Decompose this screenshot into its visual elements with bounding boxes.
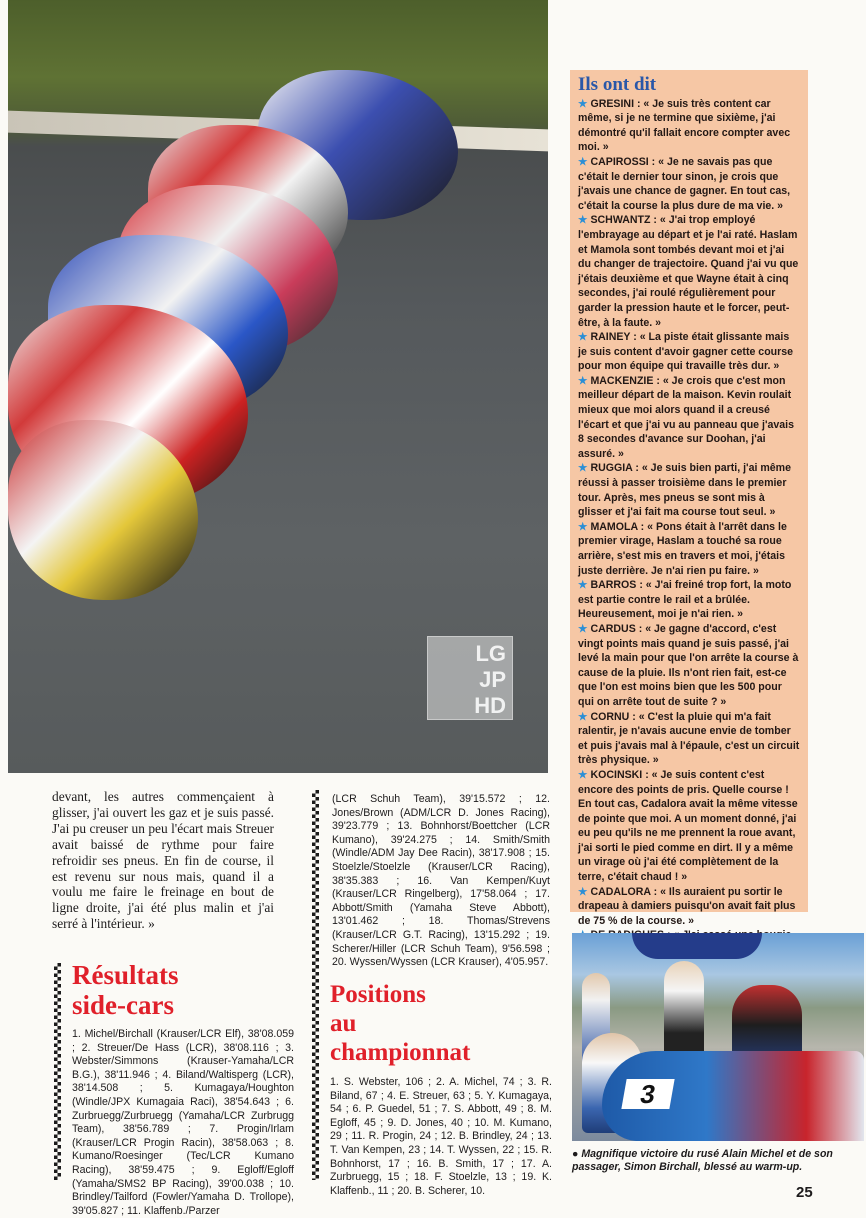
standings-text: 1. S. Webster, 106 ; 2. A. Michel, 74 ; 3. R. Biland, 67 ; 4. E. Streuer, 63 ; 5. Y. Kumagaya, 54 ; 6. P. Guedel, 51 ; 7. S. Abbott, 49 ; 8. M. Egloff, 45 ; 9. D. Jones, 40 ; 10. M. Kumano, 29 ; 11. R. Progin, 24 ; 12. B. Brindley, 24 ; 13. T. Van Kempen, 23 ; 14. T. Wyssen, 22 ; 15. R. Bohnhorst, 17 ; 16. B. Smith, 17 ; 17. A. Zurbruegg, 15 ; 18. F. Stoelzle, 13 ; 19. K. Klaffenb., 11 ; 20. B. Scherer, 10. [330, 1076, 552, 1197]
quote-text: : « Je crois que c'est mon meilleur départ de la maison. Kevin roulait mieux que moi alors quand il a creusé l'écart et que j'ai vu au panneau que j'avais 8 secondes d'avance sur Doohan, j'ai assuré. » [578, 374, 794, 460]
quote-item [578, 520, 800, 578]
results-title-line: Résultats [72, 960, 179, 990]
photo-caption: ● Magnifique victoire du rusé Alain Michel et de son passager, Simon Birchall, blessé au warm-up. [572, 1148, 833, 1173]
watermark-text: JP [479, 667, 506, 692]
quote-item [578, 710, 800, 768]
quote-speaker: RAINEY [590, 331, 631, 344]
article-column-2: (LCR Schuh Team), 39'15.572 ; 12. Jones/Brown (ADM/LCR D. Jones Racing), 39'23.779 ; 13. Bohnhorst/Boettcher (LCR Kumano), 39'24.275 ; 14. Smith/Smith (Windle/ADM Jay Dee Racin), 38'17.908 ; 15. Stoelzle/Stoelzle (Krauser/LCR Racing), 38'35.383 ; 16. Van Kempen/Kuyt (Krauser/LCR Ringelberg), 17'58.064 ; 17. Abbott/Smith (Yamaha Steve Abbott), 13'01.462 ; 18. Thomas/Strevens (Krauser/LCR G.T. Racing), 13'15.292 ; 19. Scherer/Hiller (LCR Schuh Team), 9'56.598 ; 20. Wyssen/Wyssen (LCR Krauser), 4'05.957. [332, 793, 550, 969]
results-title-line: side-cars [72, 990, 174, 1020]
quote-text: : « Ils auraient pu sortir le drapeau à damiers puisqu'on avait fait plus de 75 % de la course. » [578, 885, 796, 927]
sidecar-photo [572, 933, 864, 1141]
star-icon: ★ [578, 710, 591, 723]
quote-item [578, 768, 800, 885]
standings-title-line: championnat [330, 1039, 471, 1066]
quote-item [578, 97, 800, 155]
quote-speaker: BARROS [590, 579, 637, 592]
quote-item [578, 461, 800, 519]
star-icon: ★ [578, 885, 591, 898]
watermark-text: LG [475, 641, 506, 666]
quote-item [578, 374, 800, 462]
umbrella-shape [632, 933, 762, 959]
quotes-box [570, 70, 808, 927]
quote-text: : « J'ai trop employé l'embrayage au départ et je l'ai raté. Haslam et Mamola sont tombés devant moi et j'ai du changer de trajectoire. Quand j'ai vu que j'étais deuxième et que Wayne était à cinq secondes, j'ai roulé régulièrement pour garder la pression haute et le forcer, peut-être, à la faute. » [578, 214, 799, 329]
quote-text: : « Je suis très content car même, si je ne termine que sixième, j'ai démontré qu'il fallait encore compter avec moi. » [578, 97, 791, 154]
quote-speaker: SCHWANTZ [590, 214, 651, 227]
quote-item [578, 578, 800, 622]
quotes-title: Ils ont dit [578, 74, 657, 95]
checkered-divider [312, 790, 319, 1180]
star-icon: ★ [578, 214, 591, 227]
watermark-logo [427, 636, 513, 720]
star-icon: ★ [578, 462, 591, 475]
quote-item [578, 213, 800, 330]
star-icon: ★ [578, 97, 591, 110]
results-title [72, 960, 179, 1020]
results-text: 1. Michel/Birchall (Krauser/LCR Elf), 38'08.059 ; 2. Streuer/De Hass (LCR), 38'08.116 ; 3. Webster/Simmons (Krauser-Yamaha/LCR B.G.), 38'11.946 ; 4. Biland/Waltisperg (LCR), 38'14.508 ; 5. Kumagaya/Houghton (Windle/JPX Kumagaia Raci), 38'54.643 ; 6. Zurbruegg/Zurbruegg (Yamaha/LCR Zurbrugg Team), 38'56.789 ; 7. Progin/Irlam (Krauser/LCR Progin Racin), 38'58.063 ; 8. Kumano/Roesinger (Tec/LCR Kumano Racing), 38'59.475 ; 9. Egloff/Egloff (Yamaha/SMS2 BP Racing), 39'00.038 ; 10. Brindley/Tailford (Fowler/Yamaha D. Trollope), 39'05.827 ; 11. Klaffenb./Parzer [72, 1028, 294, 1217]
star-icon: ★ [578, 520, 591, 533]
quote-text: : « Je gagne d'accord, c'est vingt points mais quand je suis passé, j'ai levé la main pour que l'on arrête la course à cause de la pluie. Ils n'ont rien fait, est-ce que l'on est moins bien que les 500 pour qui on arrête tout de suite ? » [578, 622, 799, 708]
quote-text: : « Je suis content c'est encore des points de pris. Quelle course ! En tout cas, Cadalora avait la même vitesse de pointe que moi. A un moment donné, j'ai eu peu qu'ils ne me prennent la roue avant, j'ai sorti le pied comme en dirt. Il y a même un virage où j'ai été complètement de la terre, c'était chaud ! » [578, 768, 798, 884]
quote-item [578, 885, 800, 929]
star-icon: ★ [578, 155, 591, 168]
star-icon: ★ [578, 768, 591, 781]
quote-speaker: CADALORA [590, 885, 651, 898]
quote-speaker: CARDUS [590, 622, 636, 635]
quote-speaker: KOCINSKI [590, 768, 643, 781]
star-icon: ★ [578, 622, 591, 635]
quote-text: : « J'ai freiné trop fort, la moto est partie contre le rail et a brûlée. Heureusement, moi je n'ai rien. » [578, 579, 792, 621]
star-icon: ★ [578, 331, 591, 344]
sidecar-number: 3 [621, 1079, 674, 1109]
quote-text: : « C'est la pluie qui m'a fait ralentir, je n'avais aucune envie de tomber et puis j'avais mal à l'épaule, c'est un circuit très physique. » [578, 710, 800, 767]
standings-title-line: Positions [330, 981, 426, 1008]
quote-text: : « Je ne savais pas que c'était le dernier tour sinon, je crois que j'avais une chance de gagner. En tout cas, c'était la course la plus dure de ma vie. » [578, 155, 791, 212]
quote-item [578, 330, 800, 374]
standings-title-line: au [330, 1010, 357, 1037]
watermark-text: HD [474, 693, 506, 718]
star-icon: ★ [578, 579, 591, 592]
quote-speaker: MACKENZIE [590, 374, 654, 387]
quote-text: : « Je suis bien parti, j'ai même réussi à passer troisième dans le premier tour. Après, mes pneus se sont mis à glisser et j'ai fait ma course tout seul. » [578, 462, 791, 519]
quote-speaker: CORNU [590, 710, 630, 723]
quote-text: : « La piste était glissante mais je suis content d'avoir gagner cette course pour mon équipe qui travaille très dur. » [578, 331, 794, 373]
checkered-divider [54, 963, 61, 1180]
star-icon: ★ [578, 374, 591, 387]
quotes-list [578, 97, 800, 1031]
quote-item [578, 622, 800, 710]
page-number: 25 [796, 1184, 813, 1201]
quote-speaker: CAPIROSSI [590, 155, 649, 168]
quote-item [578, 155, 800, 213]
quote-speaker: MAMOLA [590, 520, 638, 533]
quote-speaker: GRESINI [590, 97, 635, 110]
quote-text: : « Pons était à l'arrêt dans le premier virage, Haslam a touché sa roue arrière, s'est mis en travers et moi, j'étais juste derrière. Je n'ai rien pu faire. » [578, 520, 787, 577]
standings-title [330, 980, 470, 1067]
article-column-1: devant, les autres commençaient à glisser, j'ai ouvert les gaz et je suis passé. J'ai pu creuser un peu l'écart mais Streuer avait baissé de rythme pour faire refroidir ses pneus. En fin de course, il est revenu sur nous mais, quand il a voulu me faire le freinage en bout de ligne droite, j'ai été plus malin et j'ai serré à l'intérieur. » [52, 789, 274, 932]
quote-speaker: RUGGIA [590, 462, 633, 475]
